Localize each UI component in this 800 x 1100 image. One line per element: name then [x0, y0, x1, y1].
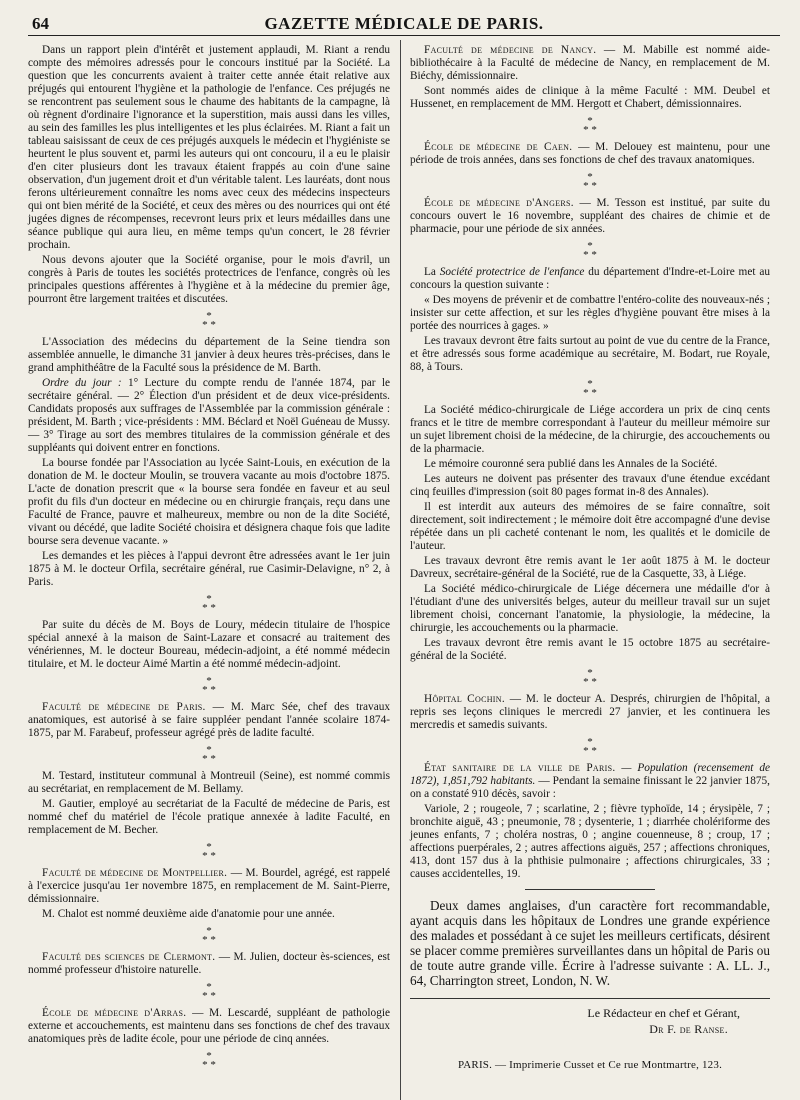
- paragraph: La bourse fondée par l'Association au lycée Saint-Louis, en exécution de la donation de M. le docteur Moulin, se trouvera vacante au mois d'octobre 1875. L'acte de donation prescrit que « la bourse sera fondée en faveur et au seul profit du fils d'un docteur en médecine ou en chirurgie français, reçu dans une Faculté de France, pauvre et malheureux, membre ou non de la dite Société, vivant ou décédé, que ladite Société choisira et désignera chaque fois que ladite bourse sera devenue vacante. »: [28, 457, 390, 547]
- paragraph-text: — M. Tesson est institué, par suite du concours ouvert le 16 novembre, suppléant des chaires de chimie et de pharmacie, pour une période de six années.: [410, 197, 770, 235]
- section-heading: École de médecine de Caen.: [424, 141, 573, 153]
- paragraph-lead: Ordre du jour :: [42, 377, 122, 389]
- paragraph: Les travaux devront être faits surtout au point de vue du centre de la France, et être adressés sous forme académique au secrétaire, M. Bodart, rue Royale, 88, à Tours.: [410, 335, 770, 373]
- paragraph: « Des moyens de prévenir et de combattre l'entéro-colite des nouveaux-nés ; insister sur cette affection, et sur les règles d'hygiène pouvant être mises à la portée des nourrices à gages. »: [410, 294, 770, 332]
- paragraph-text: — M. Mabille est nommé aide-bibliothécaire à la Faculté de médecine de Nancy, en remplacement de M. Biéchy, démissionnaire.: [410, 44, 771, 82]
- section-heading: École de médecine d'Arras.: [42, 1007, 187, 1019]
- section-heading: École de médecine d'Angers.: [424, 197, 574, 209]
- signature-block: [410, 1005, 770, 1037]
- paragraph: M. Gautier, employé au secrétariat de la Faculté de médecine de Paris, est nommé chef du matériel de l'école pratique annexée à ladite Faculté, en remplacement de M. Becher.: [28, 798, 390, 836]
- column-divider: [400, 40, 401, 1100]
- paragraph: La Société médico-chirurgicale de Liége décernera une médaille d'or à l'étudiant d'une des universités belges, auteur du meilleur travail sur un sujet librement choisi, concernant l'anatomie, la physiologie, la médecine, la chirurgie, les accouchements ou la pharmacie.: [410, 583, 770, 634]
- paragraph-text: La: [424, 266, 440, 278]
- asterism-icon: * * *: [583, 667, 597, 688]
- paragraph: [410, 197, 770, 236]
- paragraph: [410, 762, 770, 801]
- paragraph-text: — M. le docteur A. Després, chirurgien de l'hôpital, a repris ses leçons cliniques le mercredi 27 janvier, et les continuera les mercredis et samedis suivants.: [410, 693, 770, 731]
- signature-title: Le Rédacteur en chef et Gérant,: [587, 1006, 740, 1020]
- page-number: 64: [32, 14, 49, 33]
- paragraph-text: — M. Bourdel, agrégé, est rappelé à l'exercice jusqu'au 1er novembre 1875, en remplacement de M. Saint-Pierre, démissionnaire.: [28, 867, 390, 905]
- paragraph: Les auteurs ne doivent pas présenter des travaux d'une étendue excédant cinq feuilles d'impression (soit 80 pages format in-8 des Annales).: [410, 473, 770, 498]
- paragraph-text: — Pendant la semaine finissant le 22 janvier 1875, on a constaté 910 décès, savoir :: [410, 775, 770, 800]
- paragraph: Les travaux devront être remis avant le 15 octobre 1875 au secrétaire-général de la Société.: [410, 637, 770, 662]
- paragraph: M. Testard, instituteur communal à Montreuil (Seine), est nommé commis au secrétariat, en remplacement de M. Bellamy.: [28, 770, 390, 795]
- section-divider: [525, 889, 655, 890]
- paragraph-text: — M. Lescardé, suppléant de pathologie externe et accouchements, est maintenu dans ses fonctions de chef des travaux anatomiques près de ladite école, pour une période de cinq années.: [28, 1007, 391, 1045]
- signature-name: Dr F. de Ranse.: [649, 1022, 728, 1036]
- paragraph: L'Association des médecins du département de la Seine tiendra son assemblée annuelle, le dimanche 31 janvier à deux heures très-précises, dans le grand amphithéâtre de la Faculté sous la présidence de M. Barth.: [28, 336, 390, 374]
- paragraph: Par suite du décès de M. Boys de Loury, médecin titulaire de l'hospice spécial annexé à la maison de Saint-Lazare et consacré au traitement des vénériennes, M. le docteur Boureau, médecin-adjoint, a été nommé médecin titulaire, et M. le docteur Aimé Martin a été nommé médecin-adjoint.: [28, 619, 390, 670]
- asterism-icon: * * *: [202, 593, 216, 614]
- section-heading: État sanitaire de la ville de Paris.: [424, 762, 616, 774]
- asterism-icon: * * *: [583, 171, 597, 192]
- paragraph: M. Chalot est nommé deuxième aide d'anatomie pour une année.: [42, 908, 335, 920]
- paragraph-text: — M. Julien, docteur ès-sciences, est nommé professeur d'histoire naturelle.: [28, 951, 390, 976]
- paragraph: Les travaux devront être remis avant le 1er août 1875 à M. le docteur Davreux, secrétaire-général de la Société, rue de la Casquette, 33, à Liége.: [410, 555, 770, 580]
- section-heading: Faculté de médecine de Nancy.: [424, 44, 597, 56]
- paragraph-text: — M. Delouey est maintenu, pour une période de trois années, dans ses fonctions de chef des travaux anatomiques.: [410, 141, 771, 166]
- paragraph: [410, 44, 770, 83]
- paragraph: La Société médico-chirurgicale de Liége accordera un prix de cinq cents francs et le titre de membre correspondant à l'auteur du meilleur mémoire sur un sujet librement choisi de la médecine, de la chirurgie, des accouchements ou de la pharmacie.: [410, 404, 770, 455]
- paragraph: Sont nommés aides de clinique à la même Faculté : MM. Deubel et Hussenet, en remplacement de MM. Hergott et Chabert, démissionnaires.: [410, 85, 770, 110]
- asterism-icon: * * *: [583, 378, 597, 399]
- paragraph: [28, 701, 390, 740]
- paragraph: Le mémoire couronné sera publié dans les Annales de la Société.: [424, 458, 718, 470]
- paragraph-text: 1° Lecture du compte rendu de l'année 1874, par le secrétaire général. — 2° Élection d'un président et de deux vice-présidents. Candidats proposés aux suffrages de l'Assemblée par la commission générale : président, M. Barth ; vice-présidents : MM. Béclard et Noël Guéneau de Mussy. — 3° Tirage au sort des membres titulaires de la commission générale et des suppléants qui doivent entrer en fonctions.: [28, 377, 391, 454]
- paragraph: Dans un rapport plein d'intérêt et justement applaudi, M. Riant a rendu compte des mémoires adressés pour le concours institué par la Société. La question que les concurrents avaient à traiter cette année était relative aux préjugés qui entourent l'hygiène et la pathologie de l'enfance. Ces préjugés ne se rencontrent pas seulement sous le chaume des habitants de la campagne, là où règnent d'ordinaire l'ignorance et la superstition, mais aussi dans les villes, au sein des familles les plus intelligentes et les plus éclairées. M. Riant a fait un tableau saisissant de ceux de ces préjugés auxquels le médecin et l'hygiéniste se heurtent le plus souvent et, parmi les auteurs qui ont concouru, il a eu le plaisir d'en citer plusieurs dont les travaux étaient frappés au coin d'une saine observation, d'un jugement droit et d'un véritable talent. Les lauréats, dont nous ferons ultérieurement connaître les noms avec ceux des médecins inspecteurs qui ont bien mérité de la Société, et ceux des mères ou des nourrices qui ont été jugées dignes de récompenses, recevront leurs prix et leurs médailles dans une séance publique qui aura lieu, en même temps qu'un concert, le 28 février prochain.: [28, 44, 390, 251]
- asterism-icon: * * *: [583, 115, 597, 136]
- asterism-icon: * * *: [202, 744, 216, 765]
- asterism-icon: * * *: [202, 841, 216, 862]
- asterism-icon: * * *: [583, 240, 597, 261]
- header-rule: [28, 35, 780, 36]
- advertisement-text: Deux dames anglaises, d'un caractère fort recommandable, ayant acquis dans les hôpitaux de Londres une grande expérience des malades et possédant à ce sujet les meilleurs certificats, désirent se placer comme premières surveillantes dans un hôpital de Paris ou de toute autre grande ville. Écrire à l'adresse suivante : A. LL. J., 64, Charrington street, London, N. W.: [410, 898, 770, 988]
- left-column: [28, 44, 390, 1076]
- paragraph: [28, 377, 390, 455]
- asterism-icon: * * *: [583, 736, 597, 757]
- advertisement: [410, 898, 770, 988]
- population-figure: — Population (recensement de 1872), 1,851,792 habitants.: [410, 762, 770, 787]
- asterism-icon: * * *: [202, 1050, 216, 1071]
- paragraph: [410, 141, 770, 167]
- paragraph: Nous devons ajouter que la Société organise, pour le mois d'avril, un congrès à Paris de toutes les sociétés protectrices de l'enfance, congrès où les principales questions afférentes à l'hygiène et à la médecine du premier âge, pourront être largement traitées et discutées.: [28, 254, 390, 305]
- paragraph-text: du département d'Indre-et-Loire met au concours la question suivante :: [410, 266, 771, 291]
- printer-imprint: PARIS. — Imprimerie Cusset et Ce rue Montmartre, 123.: [457, 1059, 723, 1071]
- paragraph: Variole, 2 ; rougeole, 7 ; scarlatine, 2 ; fièvre typhoïde, 14 ; érysipèle, 7 ; bronchite aiguë, 43 ; pneumonie, 78 ; dysenterie, 1 ; diarrhée cholériforme des jeunes enfants, 7 ; choléra nostras, 0 ; angine couenneuse, 8 ; croup, 17 ; affections puerpérales, 2 ; autres affections aiguës, 257 ; affections chroniques, 413, dont 157 dus à la phthisie pulmonaire ; affections chirurgicales, 33 ; causes accidentelles, 19.: [410, 803, 770, 880]
- section-heading: Faculté de médecine de Paris.: [42, 701, 206, 713]
- paragraph: Les demandes et les pièces à l'appui devront être adressées avant le 1er juin 1875 à M. le docteur Orfila, secrétaire général, rue Casimir-Delavigne, n° 2, à Paris.: [28, 550, 390, 588]
- paragraph: [28, 951, 390, 977]
- section-heading: Faculté de médecine de Montpellier.: [42, 867, 228, 879]
- journal-title: GAZETTE MÉDICALE DE PARIS.: [264, 14, 544, 33]
- paragraph: [410, 266, 770, 292]
- society-name: Société protectrice de l'enfance: [439, 266, 585, 278]
- section-heading: Faculté des sciences de Clermont.: [42, 951, 216, 963]
- notice-rule: [410, 998, 770, 999]
- asterism-icon: * * *: [202, 925, 216, 946]
- right-column: [410, 44, 770, 1072]
- paragraph-text: — M. Marc Sée, chef des travaux anatomiques, est autorisé à se faire suppléer pendant l'année scolaire 1874-1875, par M. Farabeuf, professeur agrégé près de ladite faculté.: [28, 701, 390, 739]
- paragraph: Il est interdit aux auteurs des mémoires de se faire connaître, soit directement, soit indirectement ; le mémoire doit être accompagné d'une devise répétée dans un pli cacheté contenant le nom, les qualités et le domicile de l'auteur.: [410, 501, 770, 552]
- section-heading: Hôpital Cochin.: [424, 693, 505, 705]
- asterism-icon: * * *: [202, 981, 216, 1002]
- paragraph: [410, 693, 770, 732]
- paragraph: [28, 1007, 390, 1046]
- asterism-icon: * * *: [202, 675, 216, 696]
- asterism-icon: * * *: [202, 310, 216, 331]
- paragraph: [28, 867, 390, 906]
